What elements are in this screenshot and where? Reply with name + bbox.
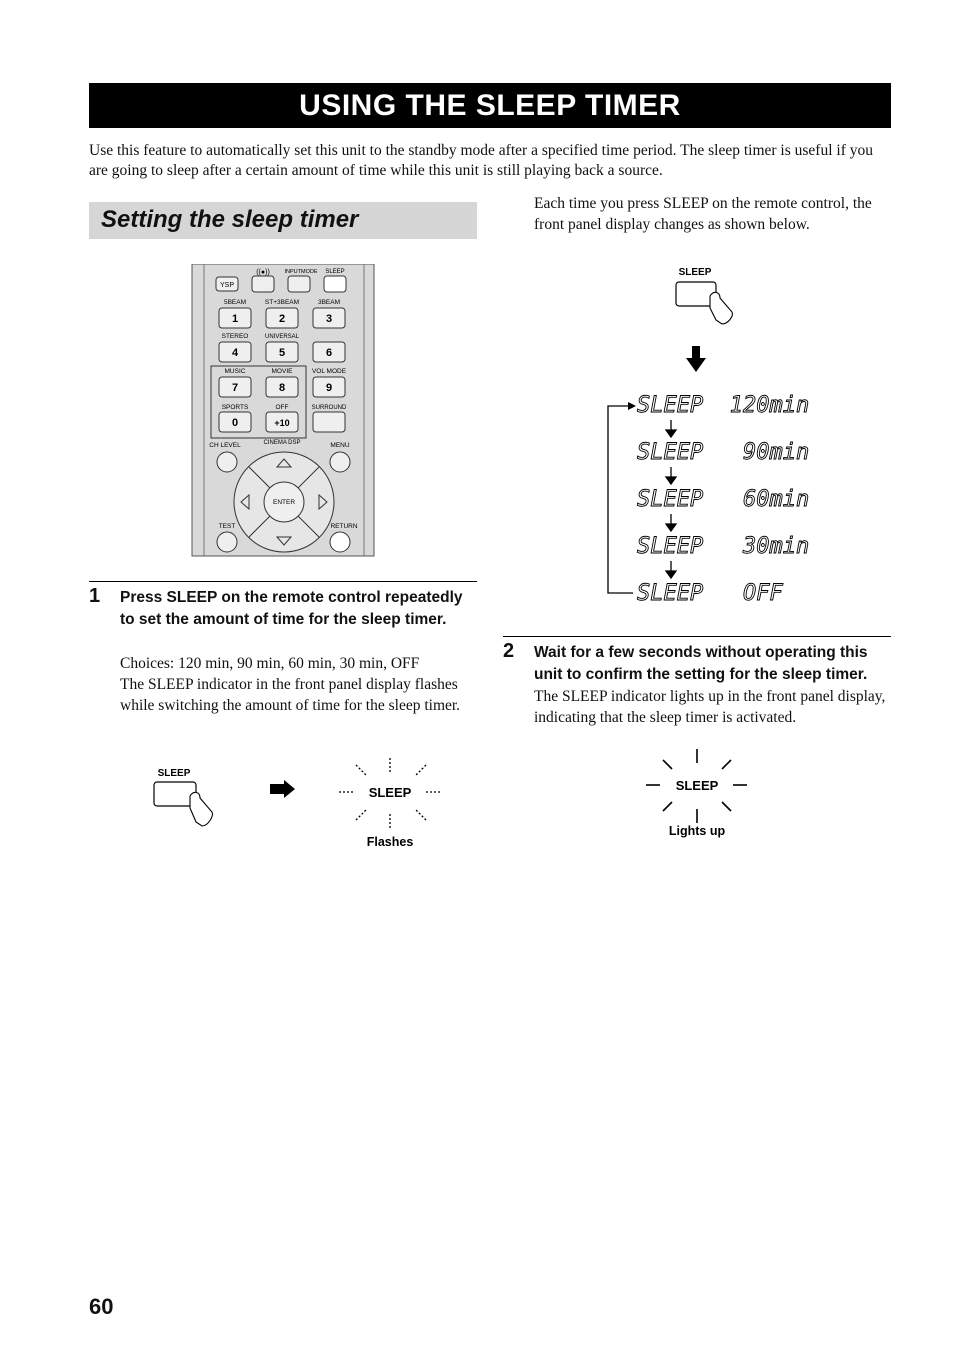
step1-rule	[89, 581, 477, 582]
key-7: 7	[231, 382, 239, 394]
display-intro-text: Each time you press SLEEP on the remote control, the front panel display changes as shown below.	[534, 195, 872, 233]
display-sequence-figure	[600, 262, 810, 612]
loop-arrowhead-icon	[628, 402, 636, 410]
5beam-label: 5BEAM	[223, 299, 247, 306]
display-90min: SLEEP 90min	[637, 440, 810, 465]
st3beam-label: ST+3BEAM	[264, 299, 300, 306]
page-title: USING THE SLEEP TIMER	[89, 83, 891, 128]
down-arrow-icon	[686, 346, 706, 372]
display-30min: SLEEP 30min	[637, 534, 810, 559]
remote-control-illustration	[190, 264, 378, 558]
step1-number: 1	[89, 585, 101, 607]
key-0: 0	[231, 417, 239, 429]
enter-label: ENTER	[272, 499, 296, 506]
lit-sleep-indicator: SLEEP	[675, 778, 719, 793]
flash-figure-button-label: SLEEP	[157, 768, 191, 779]
key-6: 6	[325, 347, 333, 359]
music-label: MUSIC	[224, 368, 246, 375]
movie-label: MOVIE	[271, 368, 293, 375]
key-3: 3	[325, 313, 333, 325]
display-60min: SLEEP 60min	[637, 487, 810, 512]
ch-level-label: CH LEVEL	[209, 442, 241, 449]
key-5: 5	[278, 347, 286, 359]
intro-paragraph: Use this feature to automatically set this unit to the standby mode after a specified time period. The sleep timer is useful if you are going to sleep after a certain amount of time while this unit is still playing back a source.	[89, 142, 873, 179]
step1-choices: Choices: 120 min, 90 min, 60 min, 30 min, OFF	[120, 655, 420, 672]
flashing-sleep-indicator: SLEEP	[368, 785, 412, 800]
key-1: 1	[231, 313, 239, 325]
cinema-dsp-label: CINEMA DSP	[263, 440, 301, 446]
page-number: 60	[89, 1294, 114, 1319]
sports-label: SPORTS	[221, 404, 249, 411]
vol-mode-label: VOL MODE	[311, 368, 347, 375]
step2-body: The SLEEP indicator lights up in the front panel display, indicating that the sleep timer is activated.	[534, 688, 886, 726]
pointing-hand-icon	[710, 292, 732, 324]
3beam-label: 3BEAM	[317, 299, 341, 306]
sequence-button-label: SLEEP	[678, 267, 712, 278]
display-120min: SLEEP 120min	[637, 393, 810, 418]
step1-heading: Press SLEEP on the remote control repeatedly to set the amount of time for the sleep timer.	[120, 589, 463, 628]
flash-figure	[150, 752, 450, 854]
menu-label: MENU	[330, 442, 350, 449]
test-label: TEST	[218, 523, 236, 530]
flashes-caption: Flashes	[366, 835, 414, 849]
off-label: OFF	[275, 404, 289, 411]
inputmode-label: INPUTMODE	[284, 269, 318, 275]
key-2: 2	[278, 313, 286, 325]
right-arrow-icon	[270, 780, 295, 798]
step2-rule	[503, 636, 891, 637]
key-plus10: +10	[274, 418, 290, 428]
step1-body: The SLEEP indicator in the front panel display flashes while switching the amount of time for the sleep timer.	[120, 676, 461, 714]
surround-icon: ((●))	[256, 269, 270, 276]
section-title: Setting the sleep timer	[101, 206, 359, 233]
stereo-label: STEREO	[221, 333, 249, 340]
universal-label: UNIVERSAL	[264, 334, 300, 340]
return-label: RETURN	[330, 523, 358, 530]
key-4: 4	[231, 347, 239, 359]
lights-up-caption: Lights up	[668, 824, 726, 838]
section-heading	[89, 202, 477, 239]
surround-label: SURROUND	[311, 405, 347, 411]
key-8: 8	[278, 382, 286, 394]
loop-line	[608, 406, 633, 593]
sleep-key-label: SLEEP	[325, 269, 345, 275]
lit-figure	[640, 745, 755, 841]
step2-number: 2	[503, 640, 515, 662]
pointing-hand-icon	[190, 792, 212, 826]
display-off: SLEEP OFF	[637, 581, 783, 606]
step2-heading: Wait for a few seconds without operating this unit to confirm the setting for the sleep timer.	[534, 644, 868, 683]
key-9: 9	[325, 382, 333, 394]
ysp-key-label: YSP	[219, 282, 235, 289]
